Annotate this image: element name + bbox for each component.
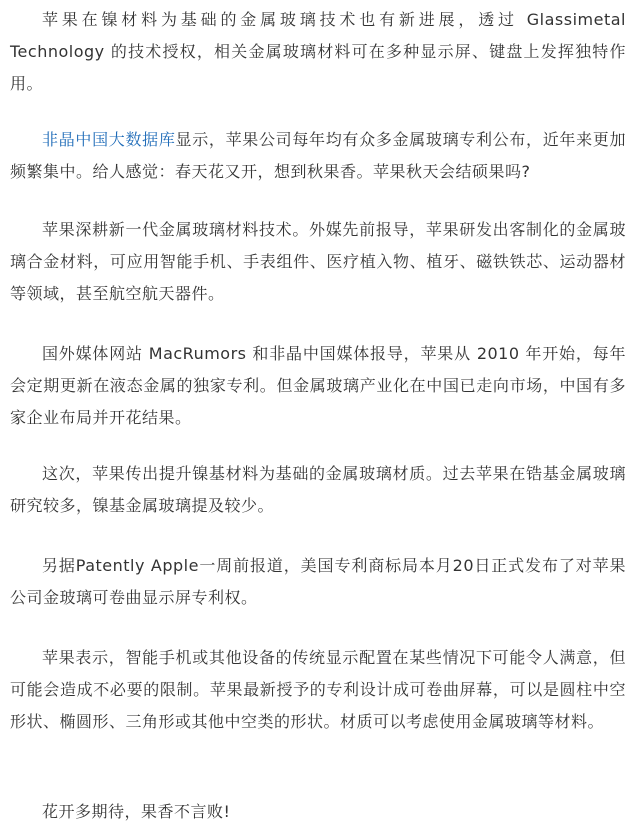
paragraph-text: 这次，苹果传出提升镍基材料为基础的金属玻璃材质。过去苹果在锆基金属玻璃研究较多，镍基金属玻璃提及较少。 [10,464,626,515]
paragraph-text: 苹果表示，智能手机或其他设备的传统显示配置在某些情况下可能令人满意，但可能会造成不必要的限制。苹果最新授予的专利设计成可卷曲屏幕，可以是圆柱中空形状、椭圆形、三角形或其他中空类的形状。材质可以考虑使用金属玻璃等材料。 [10,648,626,731]
amorphous-china-database-link[interactable]: 非晶中国大数据库 [42,130,176,149]
paragraph-closing [10,796,626,828]
paragraph-text: 国外媒体网站 MacRumors 和非晶中国媒体报导，苹果从 2010 年开始，每年会定期更新在液态金属的独家专利。但金属玻璃产业化在中国已走向市场，中国有多家企业布局并开花结果。 [10,344,626,427]
paragraph-rollable-display [10,642,626,738]
paragraph-patent-database [10,124,626,188]
paragraph-macrumors-report [10,338,626,434]
paragraph-text: 花开多期待，果香不言败! [42,802,231,821]
paragraph-text: 苹果深耕新一代金属玻璃材料技术。外媒先前报导，苹果研发出客制化的金属玻璃合金材料，可应用智能手机、手表组件、医疗植入物、植牙、磁铁铁芯、运动器材等领域，甚至航空航天器件。 [10,220,626,303]
paragraph-patently-apple [10,550,626,614]
paragraph-nickel-glass-progress [10,4,626,100]
paragraph-text: 显示，苹果公司每年均有众多金属玻璃专利公布，近年来更加频繁集中。给人感觉：春天花又开，想到秋果香。苹果秋天会结硕果吗? [10,130,626,181]
paragraph-custom-alloy [10,214,626,310]
paragraph-nickel-base [10,458,626,522]
paragraph-text: 另据Patently Apple一周前报道，美国专利商标局本月20日正式发布了对苹果公司金玻璃可卷曲显示屏专利权。 [10,556,626,607]
paragraph-text: 苹果在镍材料为基础的金属玻璃技术也有新进展，透过 Glassimetal Technology 的技术授权，相关金属玻璃材料可在多种显示屏、键盘上发挥独特作用。 [10,10,626,93]
